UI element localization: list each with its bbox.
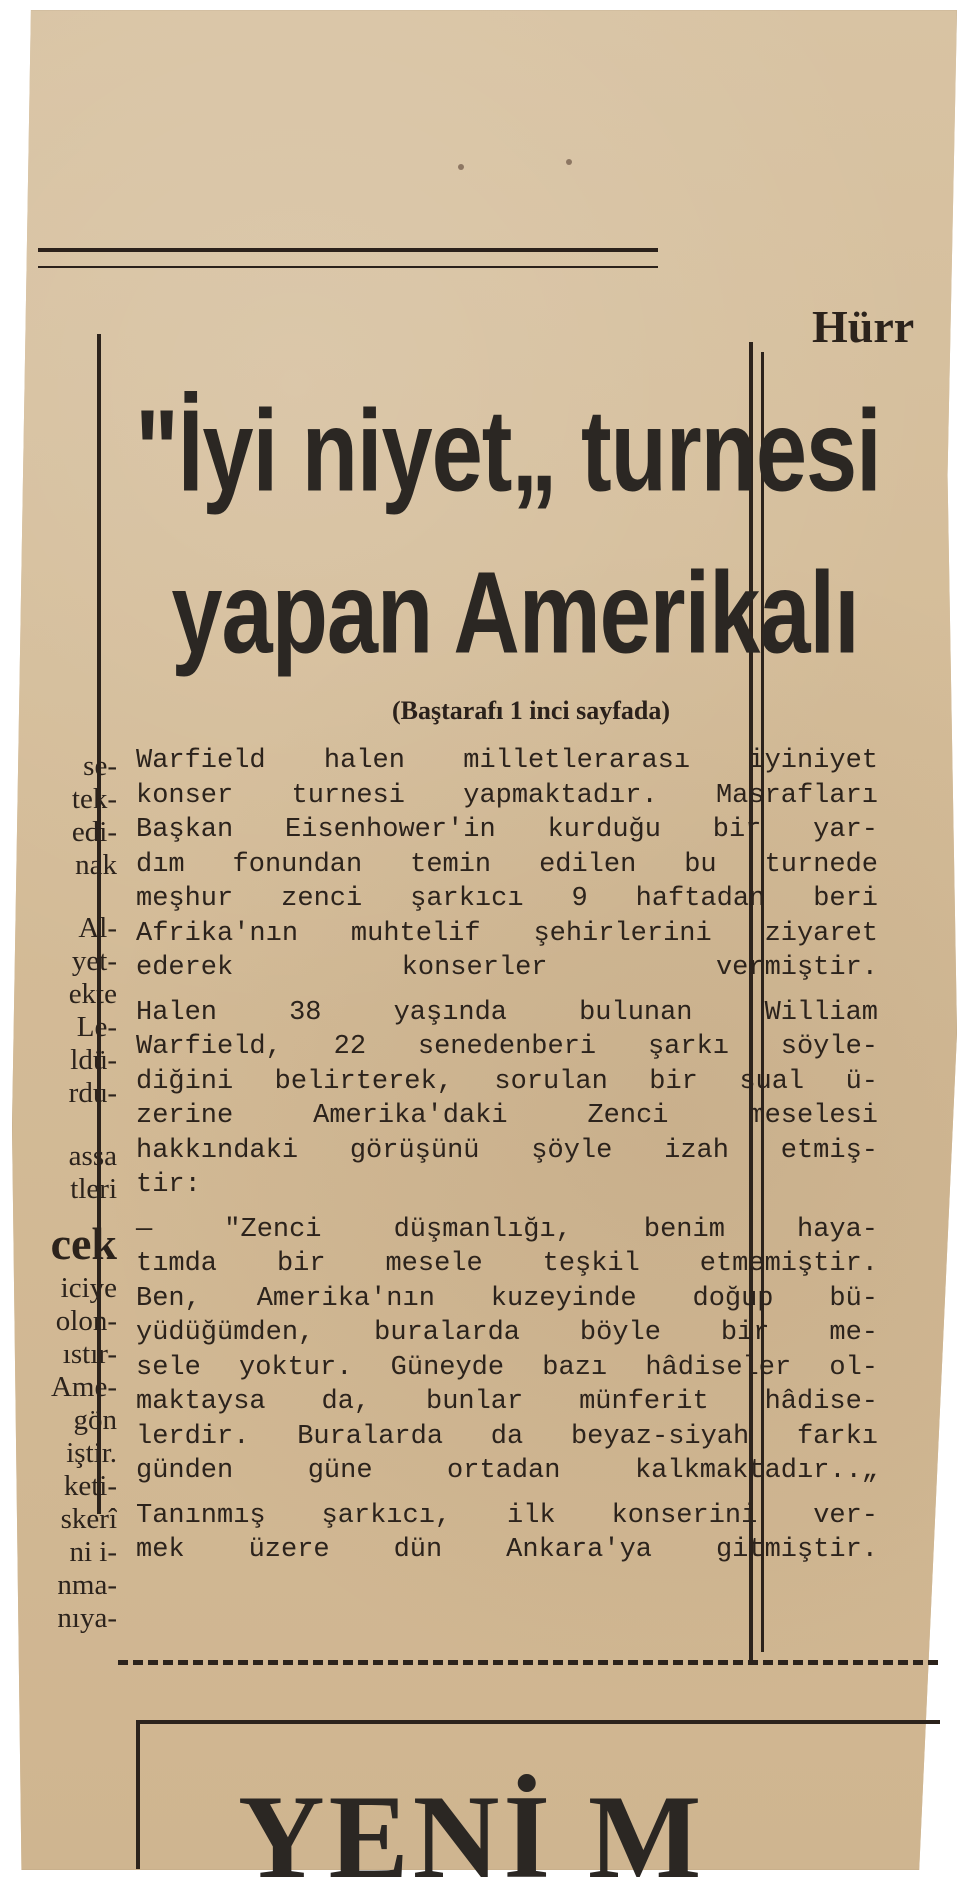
fragment-line: edi- (71, 816, 117, 848)
fragment-line: iştir. (66, 1437, 117, 1469)
article-line: Tanınmış şarkıcı, ilk konserini ver- (136, 1500, 878, 1531)
article-paragraph-4 (136, 1499, 878, 1568)
article-line: Başkan Eisenhower'in kurduğu bir yar- (136, 815, 878, 845)
article-line: yüdüğümden, buralarda böyle bir me- (136, 1318, 878, 1348)
article-line: Warfield halen milletlerarası iyiniyet (136, 746, 878, 776)
fragment-line: rdu- (68, 1077, 117, 1109)
article-line: — "Zenci düşmanlığı, benim haya- (136, 1214, 878, 1245)
article-paragraph-2 (136, 996, 878, 1203)
fragment-line: ldü- (70, 1044, 117, 1076)
ink-speck (458, 164, 464, 170)
next-article-headline: YENİ M (238, 1770, 706, 1883)
article-line: zerine Amerika'daki Zenci meselesi (136, 1101, 878, 1131)
article-line: konser turnesi yapmaktadır. Masrafları (136, 780, 878, 811)
article-line: tımda bir mesele teşkil etmemiştir. (136, 1249, 878, 1279)
article-line: sele yoktur. Güneyde bazı hâdiseler ol- (136, 1352, 878, 1383)
article-line: maktaysa da, bunlar münferit hâdise- (136, 1387, 878, 1417)
article-line: Warfield, 22 senedenberi şarkı söyle- (136, 1032, 878, 1062)
article-body (136, 744, 878, 1568)
fragment-gap (12, 1110, 117, 1140)
article-line: Afrika'nın muhtelif şehirlerini ziyaret (136, 918, 878, 949)
article-line: ederek konserler vermiştir. (136, 953, 878, 983)
fragment-line: Le- (76, 1011, 117, 1043)
fragment-line: Ame- (50, 1371, 117, 1403)
article-line: Ben, Amerika'nın kuzeyinde doğup bü- (136, 1283, 878, 1314)
article-line: tir: (136, 1170, 201, 1200)
article-paragraph-3 (136, 1213, 878, 1489)
article-line: hakkındaki görüşünü şöyle izah etmiş- (136, 1135, 878, 1166)
fragment-gap (12, 882, 117, 912)
fragment-line: iciye (60, 1272, 117, 1304)
fragment-line: se- (83, 750, 117, 782)
fragment-line: yet- (71, 945, 117, 977)
article-line: mek üzere dün Ankara'ya gitmiştir. (136, 1535, 878, 1565)
fragment-line: nma- (57, 1569, 117, 1601)
fragment-line: olon- (55, 1305, 117, 1337)
headline-line-2: yapan Amerikalı (171, 549, 859, 678)
fragment-heading: cek (50, 1218, 117, 1269)
masthead-fragment: Hürr (812, 301, 915, 352)
fragment-line: Al- (78, 912, 117, 944)
article-line: meşhur zenci şarkıcı 9 haftadan beri (136, 884, 878, 914)
fragment-line: assa (68, 1140, 117, 1172)
fragment-line: skerî (60, 1503, 117, 1535)
article-line: dım fonundan temin edilen bu turnede (136, 849, 878, 880)
fragment-line: nak (75, 849, 117, 881)
fragment-line: tek- (71, 783, 117, 815)
fragment-line: ekte (68, 978, 117, 1010)
fragment-line: tleri (70, 1173, 117, 1205)
dashed-separator (118, 1660, 938, 1665)
continuation-note: (Baştarafı 1 inci sayfada) (392, 696, 671, 725)
article-line: günden güne ortadan kalkmaktadır..„ (136, 1456, 878, 1486)
headline-line-1: "İyi niyet„ turnesi (135, 387, 881, 516)
masthead-rule-top (38, 248, 658, 252)
fragment-line: gön (73, 1404, 117, 1436)
article-line: lerdir. Buralarda da beyaz-siyah farkı (136, 1421, 878, 1452)
article-line: Halen 38 yaşında bulunan William (136, 997, 878, 1028)
fragment-line: nıya- (57, 1602, 117, 1634)
fragment-line: ıstır- (62, 1338, 117, 1370)
ink-speck (566, 159, 572, 165)
fragment-line: ni i- (69, 1536, 117, 1568)
masthead-rule-bottom (38, 266, 658, 268)
article-paragraph-1 (136, 744, 878, 986)
article-line: diğini belirterek, sorulan bir sual ü- (136, 1066, 878, 1097)
fragment-line: keti- (63, 1470, 117, 1502)
adjacent-column-fragments (12, 750, 117, 1635)
